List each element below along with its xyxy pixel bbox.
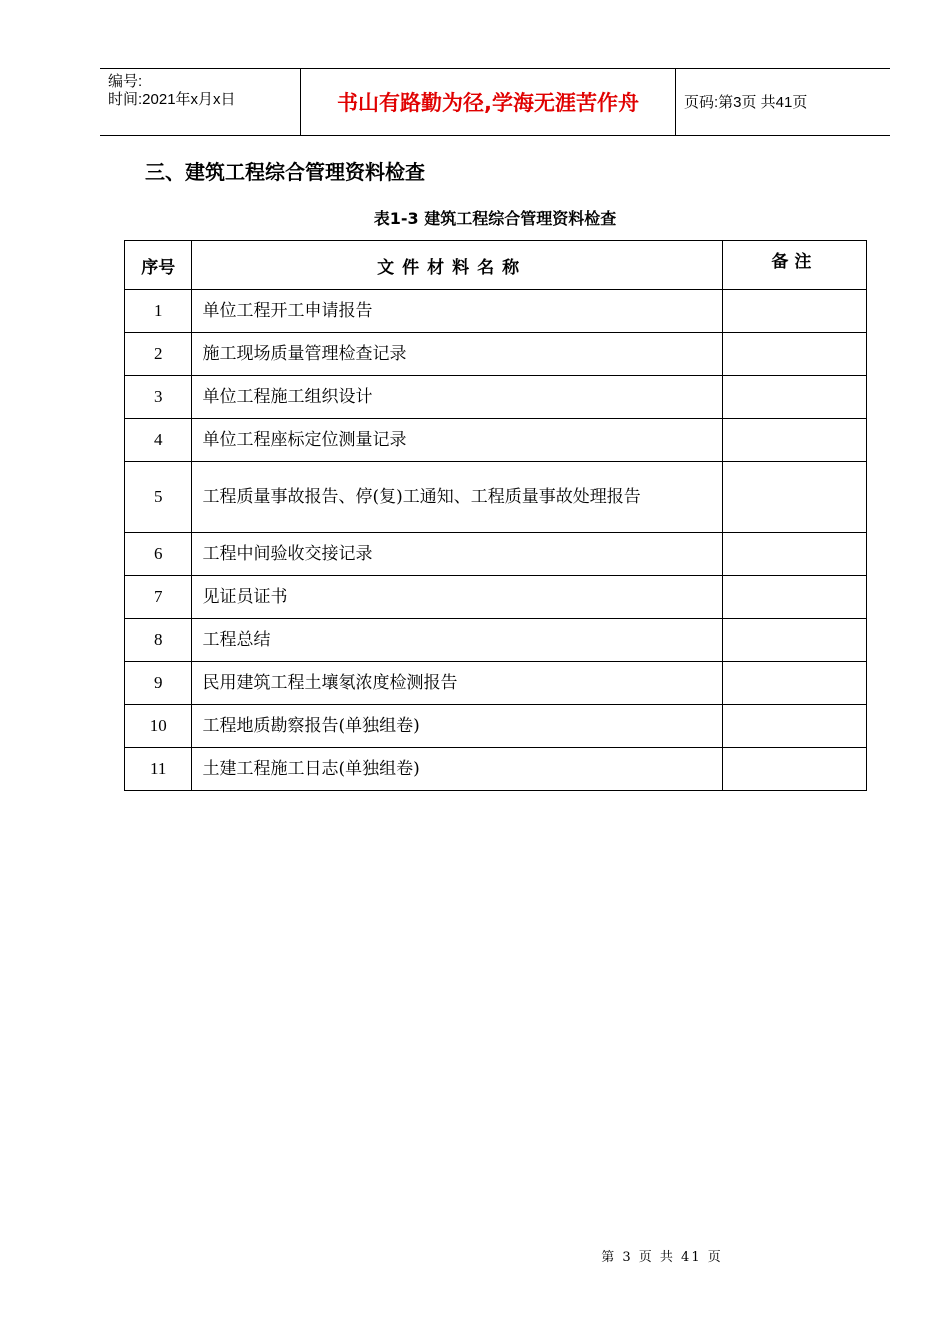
table-row (125, 419, 867, 462)
header-cell-note: 备注 (722, 241, 866, 290)
row-name: 民用建筑工程土壤氡浓度检测报告 (192, 662, 722, 705)
table-row (125, 748, 867, 791)
row-note (722, 619, 866, 662)
table-row (125, 462, 867, 533)
document-time-label: 时间:2021年x月x日 (108, 91, 236, 108)
row-number: 4 (125, 419, 192, 462)
table-header-row (125, 241, 867, 290)
table-row (125, 533, 867, 576)
row-note (722, 533, 866, 576)
table-row (125, 290, 867, 333)
row-number: 9 (125, 662, 192, 705)
row-note (722, 748, 866, 791)
row-note (722, 462, 866, 533)
table-row (125, 705, 867, 748)
row-name: 见证员证书 (192, 576, 722, 619)
table-row (125, 376, 867, 419)
row-name: 单位工程开工申请报告 (192, 290, 722, 333)
row-note (722, 333, 866, 376)
page-header (100, 68, 890, 136)
row-number: 1 (125, 290, 192, 333)
row-name: 施工现场质量管理检查记录 (192, 333, 722, 376)
table-caption: 表1-3 建筑工程综合管理资料检查 (373, 209, 617, 228)
row-number: 2 (125, 333, 192, 376)
row-note (722, 705, 866, 748)
table-row (125, 619, 867, 662)
section-title: 三、建筑工程综合管理资料检查 (145, 160, 425, 184)
table-row (125, 662, 867, 705)
row-number: 7 (125, 576, 192, 619)
table-row (125, 576, 867, 619)
row-name: 单位工程施工组织设计 (192, 376, 722, 419)
header-cell-name: 文件材料名称 (192, 241, 722, 290)
row-number: 5 (125, 462, 192, 533)
row-number: 6 (125, 533, 192, 576)
row-note (722, 290, 866, 333)
row-number: 3 (125, 376, 192, 419)
header-motto: 书山有路勤为径,学海无涯苦作舟 (337, 91, 639, 115)
row-note (722, 376, 866, 419)
header-page-info: 页码:第3页 共41页 (684, 94, 808, 111)
table-row (125, 333, 867, 376)
row-name: 工程地质勘察报告(单独组卷) (192, 705, 722, 748)
row-name: 工程质量事故报告、停(复)工通知、工程质量事故处理报告 (192, 462, 722, 533)
row-note (722, 419, 866, 462)
row-note (722, 576, 866, 619)
page-footer: 第 3 页 共 41 页 (601, 1250, 723, 1265)
header-divider (675, 69, 676, 136)
row-name: 土建工程施工日志(单独组卷) (192, 748, 722, 791)
row-number: 10 (125, 705, 192, 748)
document-checklist-table (124, 240, 867, 791)
row-note (722, 662, 866, 705)
row-number: 8 (125, 619, 192, 662)
row-name: 工程总结 (192, 619, 722, 662)
row-number: 11 (125, 748, 192, 791)
document-number-label: 编号: (108, 73, 143, 90)
row-name: 单位工程座标定位测量记录 (192, 419, 722, 462)
header-cell-number: 序号 (125, 241, 192, 290)
row-name: 工程中间验收交接记录 (192, 533, 722, 576)
header-meta (108, 73, 236, 109)
